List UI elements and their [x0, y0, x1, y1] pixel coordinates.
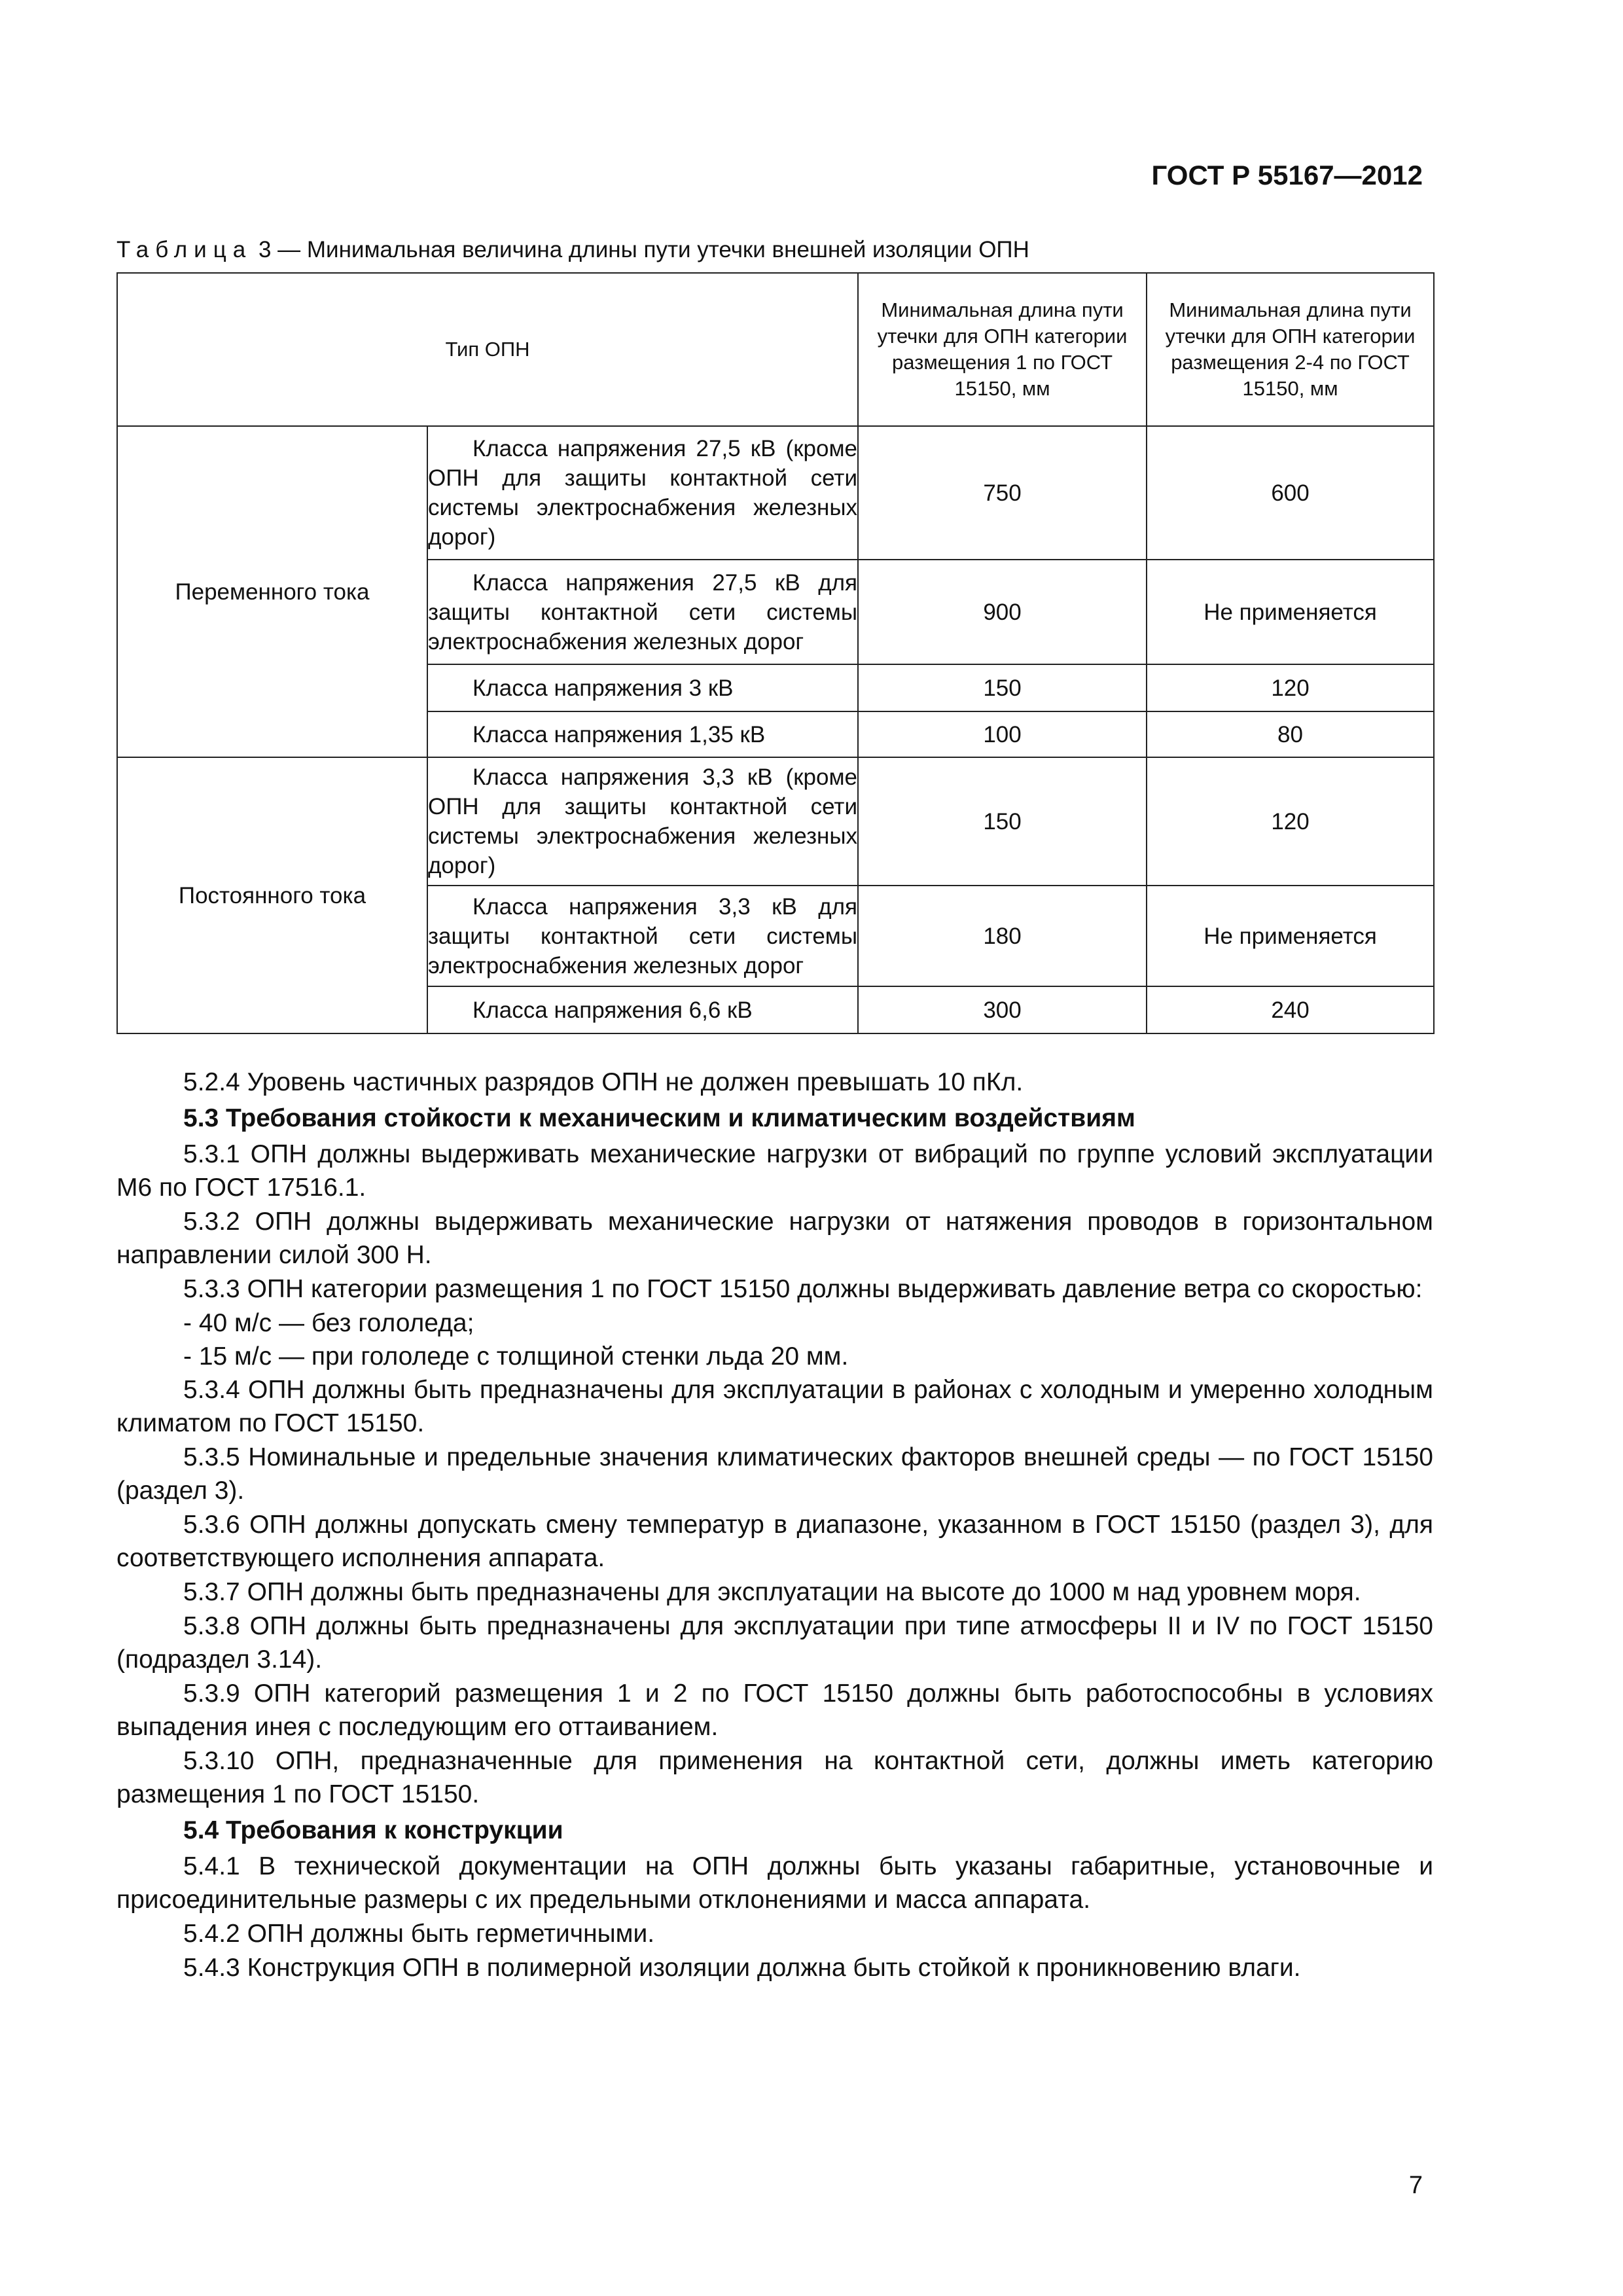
row-value-cat2-4: 80	[1147, 711, 1434, 757]
row-description: Класса напряжения 6,6 кВ	[473, 997, 753, 1023]
row-value-cat1: 150	[858, 757, 1147, 886]
table-caption-title: 3 — Минимальная величина длины пути утечки внешней изоляции ОПН	[252, 237, 1029, 262]
clause-5-3-4: 5.3.4 ОПН должны быть предназначены для эксплуатации в районах с холодным и умеренно холодным климатом по ГОСТ 15150.	[116, 1376, 1433, 1437]
page-number: 7	[1408, 2172, 1423, 2199]
clause-5-3-6: 5.3.6 ОПН должны допускать смену температур в диапазоне, указанном в ГОСТ 15150 (раздел 3), для соответствующего исполнения аппарата.	[116, 1511, 1433, 1572]
clause-5-3-7: 5.3.7 ОПН должны быть предназначены для эксплуатации на высоте до 1000 м над уровнем моря.	[183, 1578, 1361, 1606]
clause-5-2-4: 5.2.4 Уровень частичных разрядов ОПН не должен превышать 10 пКл.	[183, 1068, 1024, 1096]
row-value-cat2-4: Не применяется	[1147, 560, 1434, 664]
clause-5-3-2: 5.3.2 ОПН должны выдерживать механические нагрузки от натяжения проводов в горизонтальном направлении силой 300 Н.	[116, 1208, 1433, 1269]
row-value-cat2-4: 120	[1147, 664, 1434, 711]
header-type: Тип ОПН	[117, 273, 858, 426]
row-description: Класса напряжения 3 кВ	[473, 675, 734, 701]
row-value-cat1: 100	[858, 711, 1147, 757]
row-description: Класса напряжения 3,3 кВ (кроме ОПН для защиты контактной сети системы электроснабжения железных дорог)	[428, 764, 858, 878]
header-category-2-4: Минимальная длина пути утечки для ОПН категории размещения 2-4 по ГОСТ 15150, мм	[1147, 273, 1434, 426]
document-code: ГОСТ Р 55167—2012	[1151, 160, 1423, 190]
row-description: Класса напряжения 3,3 кВ для защиты контактной сети системы электроснабжения железных дорог	[428, 893, 858, 978]
clause-5-4-3: 5.4.3 Конструкция ОПН в полимерной изоляции должна быть стойкой к проникновению влаги.	[183, 1954, 1301, 1982]
clause-5-4-2: 5.4.2 ОПН должны быть герметичными.	[183, 1920, 655, 1948]
row-value-cat2-4: 600	[1147, 426, 1434, 560]
table-caption-label: Таблица	[116, 237, 253, 262]
table-row	[117, 426, 1434, 560]
table-caption	[116, 237, 1029, 263]
row-value-cat2-4: 120	[1147, 757, 1434, 886]
section-heading-5-3: 5.3 Требования стойкости к механическим и климатическим воздействиям	[183, 1104, 1135, 1132]
row-value-cat1: 750	[858, 426, 1147, 560]
clause-5-3-1: 5.3.1 ОПН должны выдерживать механические нагрузки от вибраций по группе условий эксплуатации М6 по ГОСТ 17516.1.	[116, 1140, 1433, 1202]
group-ac: Переменного тока	[117, 426, 427, 757]
section-heading-5-4: 5.4 Требования к конструкции	[183, 1816, 563, 1844]
clause-5-3-9: 5.3.9 ОПН категорий размещения 1 и 2 по ГОСТ 15150 должны быть работоспособны в условиях выпадения инея с последующим его оттаиванием.	[116, 1679, 1433, 1741]
table-row	[117, 757, 1434, 886]
row-value-cat2-4: 240	[1147, 986, 1434, 1033]
row-value-cat1: 900	[858, 560, 1147, 664]
clause-5-4-1: 5.4.1 В технической документации на ОПН должны быть указаны габаритные, установочные и присоединительные размеры с их предельными отклонениями и масса аппарата.	[116, 1852, 1433, 1914]
group-dc: Постоянного тока	[117, 757, 427, 1033]
header-category-1: Минимальная длина пути утечки для ОПН категории размещения 1 по ГОСТ 15150, мм	[858, 273, 1147, 426]
row-description: Класса напряжения 27,5 кВ для защиты контактной сети системы электроснабжения железных дорог	[428, 569, 858, 655]
row-description: Класса напряжения 1,35 кВ	[473, 721, 766, 747]
clause-5-3-8: 5.3.8 ОПН должны быть предназначены для эксплуатации при типе атмосферы II и IV по ГОСТ 15150 (подраздел 3.14).	[116, 1612, 1433, 1674]
clause-5-3-10: 5.3.10 ОПН, предназначенные для применения на контактной сети, должны иметь категорию размещения 1 по ГОСТ 15150.	[116, 1747, 1433, 1808]
document-body	[116, 1066, 1433, 1985]
clause-5-3-5: 5.3.5 Номинальные и предельные значения климатических факторов внешней среды — по ГОСТ 15150 (раздел 3).	[116, 1443, 1433, 1505]
row-value-cat1: 150	[858, 664, 1147, 711]
row-description: Класса напряжения 27,5 кВ (кроме ОПН для защиты контактной сети системы электроснабжения железных дорог)	[428, 436, 858, 550]
row-value-cat1: 300	[858, 986, 1147, 1033]
table-header-row	[117, 273, 1434, 426]
row-value-cat2-4: Не применяется	[1147, 886, 1434, 986]
leakage-distance-table	[116, 272, 1435, 1034]
list-item: - 15 м/с — при гололеде с толщиной стенки льда 20 мм.	[183, 1342, 849, 1371]
clause-5-3-3: 5.3.3 ОПН категории размещения 1 по ГОСТ 15150 должны выдерживать давление ветра со скоростью:	[183, 1275, 1423, 1303]
row-value-cat1: 180	[858, 886, 1147, 986]
list-item: - 40 м/с — без гололеда;	[183, 1309, 474, 1337]
